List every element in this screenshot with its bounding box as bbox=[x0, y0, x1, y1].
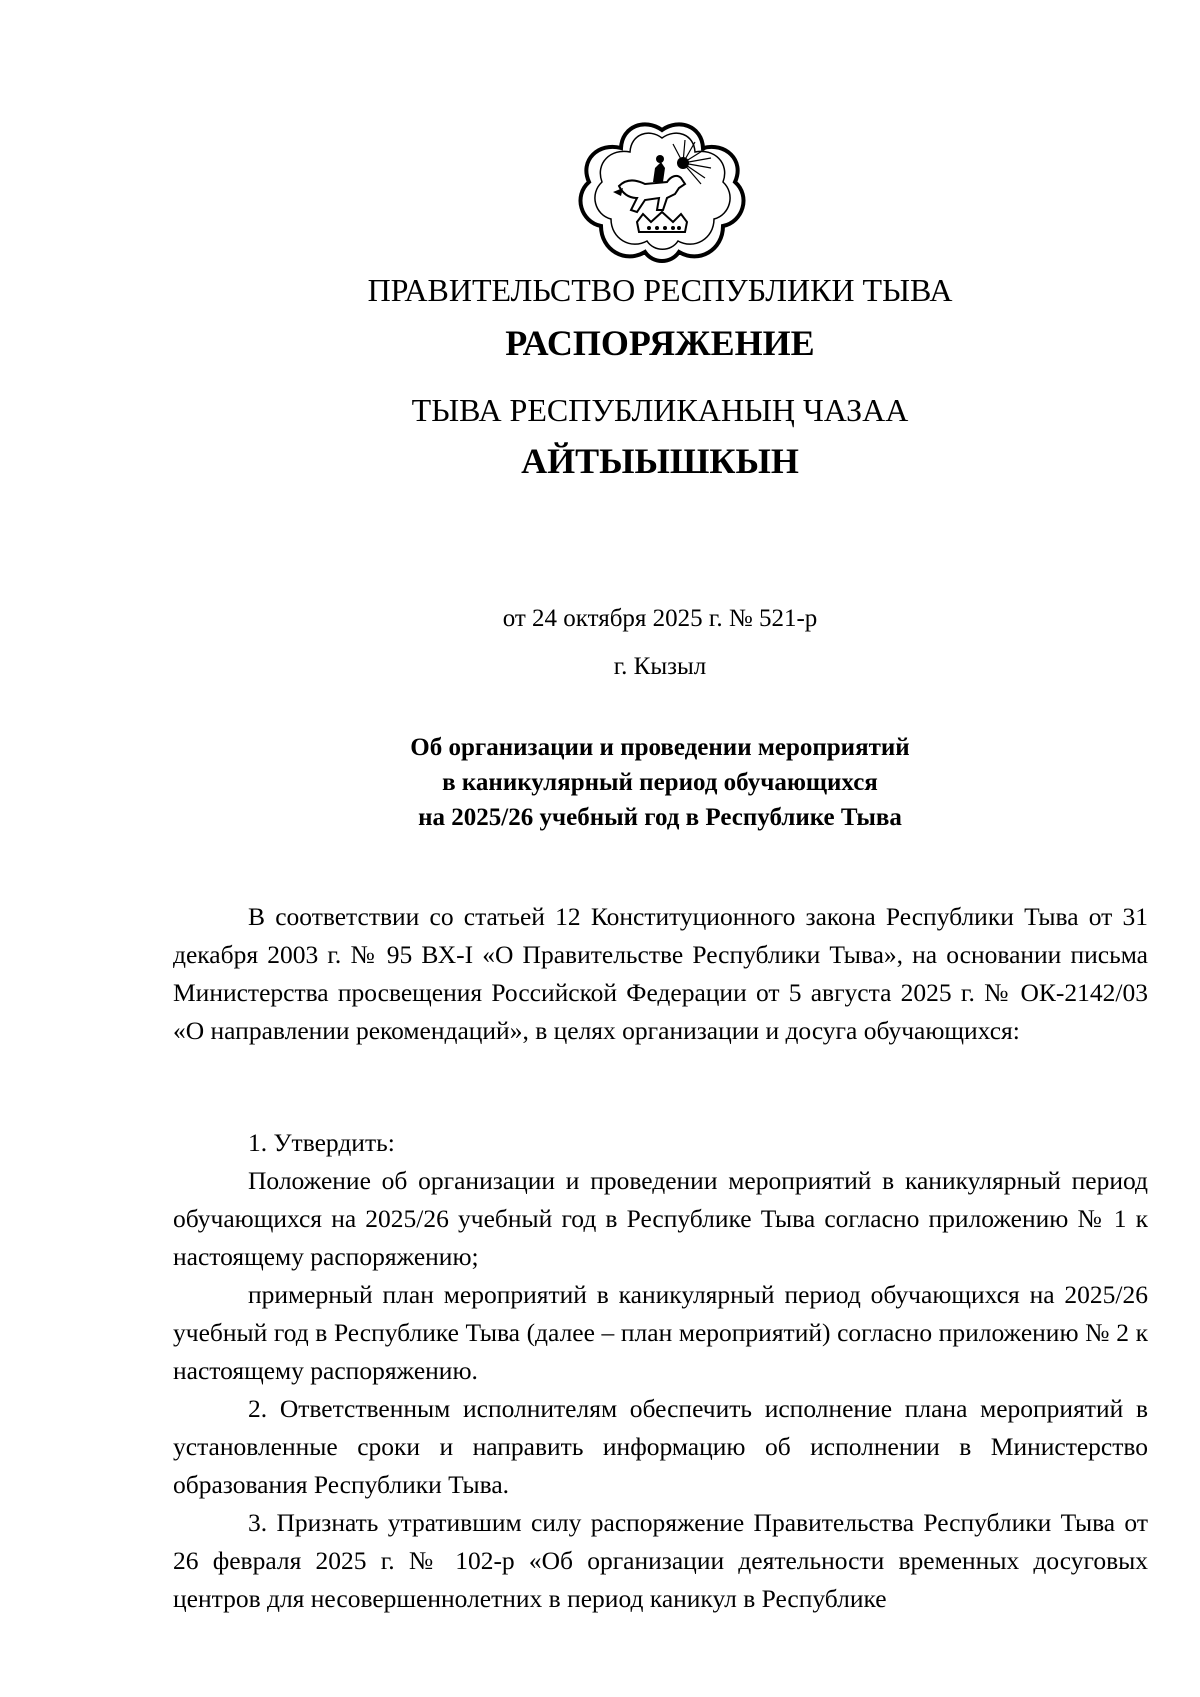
government-name-tyv: ТЫВА РЕСПУБЛИКАНЫҢ ЧАЗАА bbox=[411, 392, 909, 428]
preamble bbox=[173, 898, 1148, 1050]
document-title bbox=[60, 730, 1200, 835]
item-3: 3. Признать утратившим силу распоряжение Правительства Республики Тыва от 26 февраля 2025 г. № 102-р «Об организации деятельности временных досуговых центров для несовершеннолетних в период каникул в Республике bbox=[173, 1508, 1148, 1613]
document-type-ru: РАСПОРЯЖЕНИЕ bbox=[505, 323, 815, 363]
document-city: г. Кызыл bbox=[613, 653, 707, 680]
tuva-coat-of-arms-icon bbox=[575, 118, 750, 268]
item-1-point-a: Положение об организации и проведении мероприятий в каникулярный период обучающихся на 2025/26 учебный год в Республике Тыва согласно приложению № 1 к настоящему распоряжению; bbox=[173, 1166, 1148, 1271]
resolution-items bbox=[173, 1124, 1148, 1618]
item-1-point-b: примерный план мероприятий в каникулярный период обучающихся на 2025/26 учебный год в Республике Тыва (далее – план мероприятий) согласно приложению № 2 к настоящему распоряжению. bbox=[173, 1280, 1148, 1385]
government-name-ru: ПРАВИТЕЛЬСТВО РЕСПУБЛИКИ ТЫВА bbox=[367, 272, 953, 308]
title-line: на 2025/26 учебный год в Республике Тыва bbox=[418, 804, 902, 831]
item-1-heading: 1. Утвердить: bbox=[248, 1128, 395, 1157]
item-2: 2. Ответственным исполнителям обеспечить исполнение плана мероприятий в установленные сроки и направить информацию об исполнении в Министерство образования Республики Тыва. bbox=[173, 1394, 1148, 1499]
title-line: в каникулярный период обучающихся bbox=[442, 769, 878, 796]
document-date-number: от 24 октября 2025 г. № 521-р bbox=[502, 605, 818, 632]
title-line: Об организации и проведении мероприятий bbox=[410, 734, 910, 761]
document-type-tyv: АЙТЫЫШКЫН bbox=[521, 441, 799, 481]
preamble-paragraph: В соответствии со статьей 12 Конституционного закона Республики Тыва от 31 декабря 2003 г. № 95 ВХ-I «О Правительстве Республики Тыва», на основании письма Министерства просвещения Российской Федерации от 5 августа 2025 г. № ОК-2142/03 «О направлении рекомендаций», в целях организации и досуга обучающихся: bbox=[173, 902, 1148, 1045]
